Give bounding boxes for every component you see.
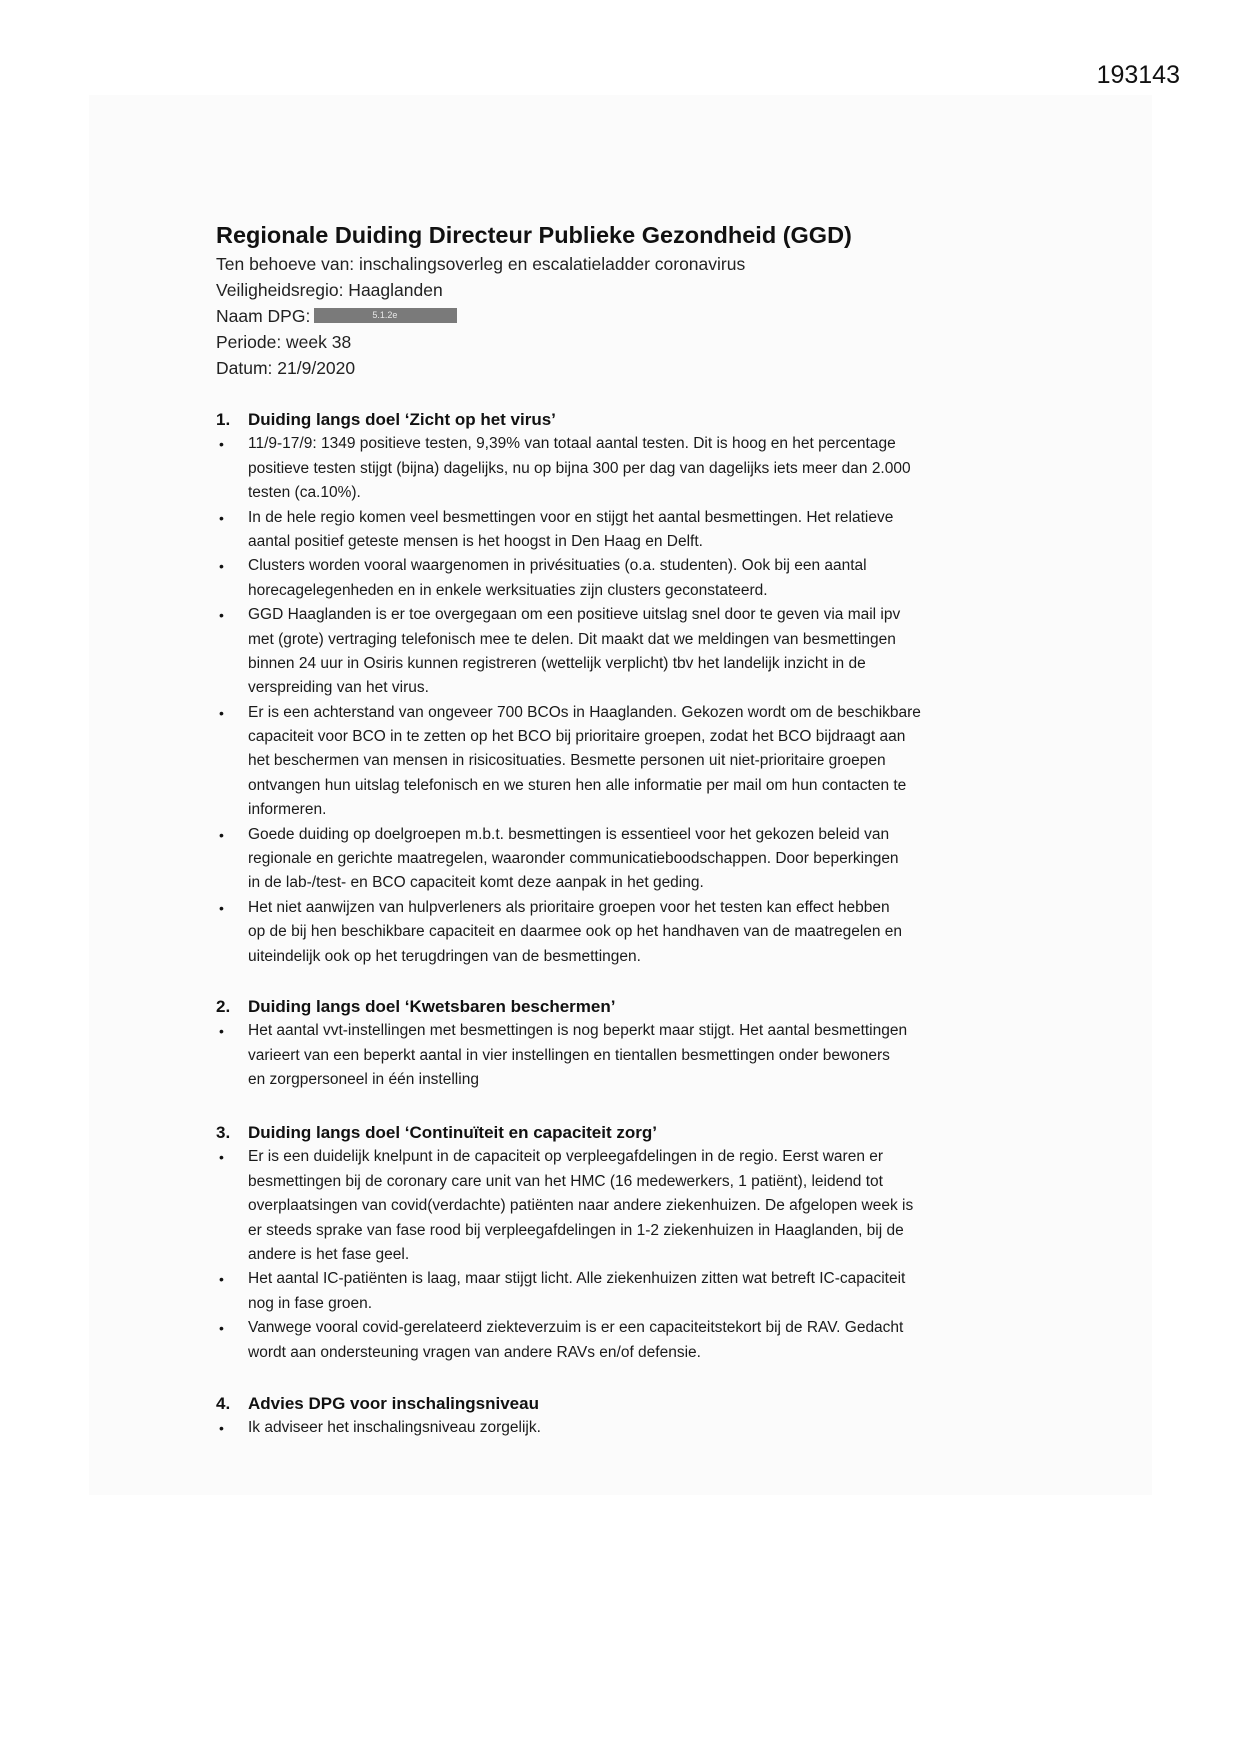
bullet-item [216,554,1216,603]
meta-naam-dpg [216,303,852,329]
bullet-list [216,1019,1216,1092]
bullet-text-line: er steeds sprake van fase rood bij verpleegafdelingen in 1-2 ziekenhuizen in Haaglanden, bij de [248,1221,904,1239]
section-number: 2. [216,997,231,1016]
section-number: 3. [216,1123,231,1142]
bullet-text-line: regionale en gerichte maatregelen, waaronder communicatieboodschappen. Door beperkingen [248,850,899,868]
bullet-text-line: Het niet aanwijzen van hulpverleners als prioritaire groepen voor het testen kan effect hebben [248,898,890,916]
bullet-marker-icon [219,1267,229,1291]
section-heading [216,408,1216,432]
bullet-item [216,506,1216,555]
bullet-list [216,432,1216,969]
naam-dpg-label: Naam DPG: [216,306,311,326]
meta-periode: Periode: week 38 [216,332,352,352]
bullet-item [216,1416,1216,1440]
section-number: 4. [216,1394,231,1413]
section-heading-text: Duiding langs doel ‘Kwetsbaren beschermen’ [248,997,616,1016]
bullet-marker-icon [219,603,229,627]
section-number: 1. [216,410,231,429]
bullet-text-line: positieve testen stijgt (bijna) dagelijks, nu op bijna 300 per dag van dagelijks iets meer dan 2.000 [248,459,911,477]
document-title: Regionale Duiding Directeur Publieke Gezondheid (GGD) [216,222,852,248]
bullet-text-line: ontvangen hun uitslag telefonisch en we sturen hen alle informatie per mail om hun contacten te [248,776,907,794]
bullet-text-line: GGD Haaglanden is er toe overgegaan om een positieve uitslag snel door te geven via mail ipv [248,606,901,624]
bullet-text-line: in de lab-/test- en BCO capaciteit komt deze aanpak in het geding. [248,874,704,892]
bullet-text-line: wordt aan ondersteuning vragen van andere RAVs en/of defensie. [248,1343,701,1361]
bullet-text-line: horecagelegenheden en in enkele werksituaties zijn clusters geconstateerd. [248,581,768,599]
bullet-item [216,603,1216,701]
section-heading [216,1392,1216,1416]
section-4 [216,1392,1216,1441]
bullet-marker-icon [219,1316,229,1340]
meta-behoeve: Ten behoeve van: inschalingsoverleg en escalatieladder coronavirus [216,254,746,274]
section-heading-text: Advies DPG voor inschalingsniveau [248,1394,539,1413]
document-number: 193143 [1096,61,1180,89]
bullet-text-line: het beschermen van mensen in risicosituaties. Besmette personen uit niet-prioritaire groepen [248,752,886,770]
bullet-text-line: aantal positief geteste mensen is het hoogst in Den Haag en Delft. [248,532,703,550]
bullet-marker-icon [219,1019,229,1043]
section-3 [216,1121,1216,1365]
bullet-text-line: varieert van een beperkt aantal in vier instellingen en tientallen besmettingen onder bewoners [248,1046,890,1064]
bullet-text-line: Ik adviseer het inschalingsniveau zorgelijk. [248,1419,541,1437]
bullet-item [216,1267,1216,1316]
bullet-text-line: 11/9-17/9: 1349 positieve testen, 9,39% van totaal aantal testen. Dit is hoog en het percentage [248,435,896,453]
bullet-list [216,1145,1216,1365]
bullet-text-line: andere is het fase geel. [248,1245,410,1263]
bullet-list [216,1416,1216,1440]
bullet-item [216,1316,1216,1365]
meta-regio: Veiligheidsregio: Haaglanden [216,280,443,300]
bullet-marker-icon [219,506,229,530]
bullet-text-line: Er is een duidelijk knelpunt in de capaciteit op verpleegafdelingen in de regio. Eerst waren er [248,1148,884,1166]
bullet-marker-icon [219,896,229,920]
bullet-text-line: Vanwege vooral covid-gerelateerd ziekteverzuim is er een capaciteitstekort bij de RAV. Gedacht [248,1319,904,1337]
bullet-marker-icon [219,823,229,847]
bullet-item [216,432,1216,505]
bullet-text-line: Er is een achterstand van ongeveer 700 BCOs in Haaglanden. Gekozen wordt om de beschikbare [248,703,921,721]
bullet-item [216,1019,1216,1092]
bullet-text-line: Het aantal vvt-instellingen met besmettingen is nog beperkt maar stijgt. Het aantal besmettingen [248,1022,908,1040]
bullet-text-line: testen (ca.10%). [248,484,361,502]
section-heading [216,995,1216,1019]
section-heading [216,1121,1216,1145]
bullet-item [216,896,1216,969]
bullet-item [216,701,1216,823]
document-header [216,220,852,381]
bullet-item [216,1145,1216,1267]
redaction-code: 5.1.2e [372,310,398,320]
bullet-text-line: uiteindelijk ook op het terugdringen van de besmettingen. [248,947,641,965]
bullet-text-line: capaciteit voor BCO in te zetten op het BCO bij prioritaire groepen, zodat het BCO bijdraagt aan [248,728,906,746]
section-heading-text: Duiding langs doel ‘Zicht op het virus’ [248,410,556,429]
bullet-marker-icon [219,701,229,725]
bullet-text-line: en zorgpersoneel in één instelling [248,1071,479,1089]
bullet-text-line: Clusters worden vooral waargenomen in privésituaties (o.a. studenten). Ook bij een aantal [248,557,867,575]
meta-datum: Datum: 21/9/2020 [216,358,356,378]
bullet-text-line: overplaatsingen van covid(verdachte) patiënten naar andere ziekenhuizen. De afgelopen week is [248,1197,914,1215]
bullet-text-line: nog in fase groen. [248,1294,373,1312]
bullet-marker-icon [219,432,229,456]
bullet-text-line: Het aantal IC-patiënten is laag, maar stijgt licht. Alle ziekenhuizen zitten wat betreft IC-capaciteit [248,1270,906,1288]
section-1 [216,408,1216,969]
section-2 [216,995,1216,1093]
section-heading-text: Duiding langs doel ‘Continuïteit en capaciteit zorg’ [248,1123,657,1142]
redaction-box [314,308,457,323]
bullet-text-line: met (grote) vertraging telefonisch mee te delen. Dit maakt dat we meldingen van besmettingen [248,630,896,648]
bullet-text-line: In de hele regio komen veel besmettingen voor en stijgt het aantal besmettingen. Het relatieve [248,508,894,526]
bullet-text-line: Goede duiding op doelgroepen m.b.t. besmettingen is essentieel voor het gekozen beleid van [248,825,890,843]
bullet-text-line: informeren. [248,801,327,819]
bullet-item [216,823,1216,896]
bullet-text-line: binnen 24 uur in Osiris kunnen registreren (wettelijk verplicht) tbv het landelijk inzicht in de [248,654,866,672]
bullet-text-line: besmettingen bij de coronary care unit van het HMC (16 medewerkers, 1 patiënt), leidend tot [248,1172,883,1190]
bullet-marker-icon [219,1145,229,1169]
bullet-marker-icon [219,554,229,578]
bullet-text-line: op de bij hen beschikbare capaciteit en daarmee ook op het handhaven van de maatregelen en [248,923,903,941]
bullet-text-line: verspreiding van het virus. [248,679,429,697]
bullet-marker-icon [219,1416,229,1440]
